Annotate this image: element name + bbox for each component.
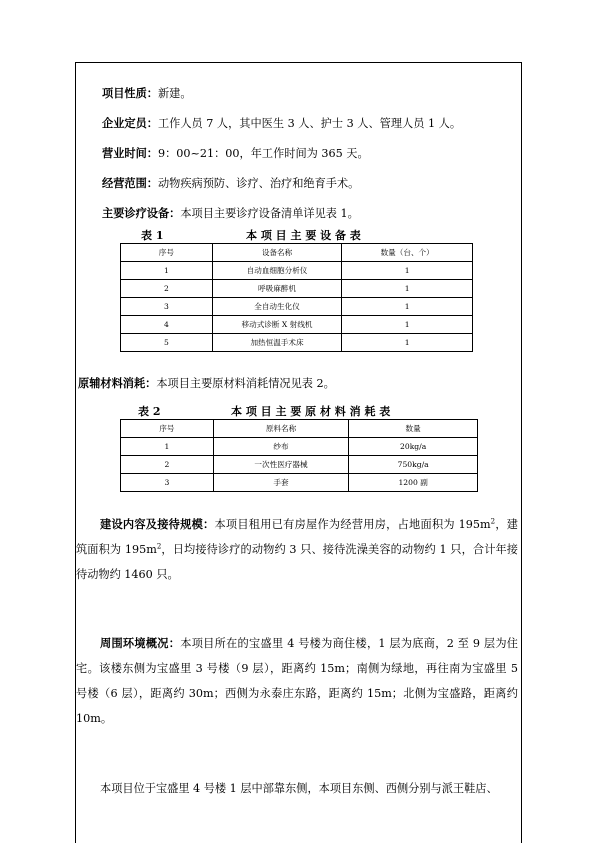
table-cell: 3 <box>121 474 214 492</box>
superscript: 2 <box>156 542 162 551</box>
table-header: 设备名称 <box>212 244 342 262</box>
page-frame <box>75 62 522 843</box>
table-header-row <box>121 420 478 438</box>
superscript: 2 <box>490 517 496 526</box>
construction-text-c: ，日均接待诊疗的动物约 3 只、接待洗澡美容的动物约 1 只，合计年接待动物约 1460 只。 <box>76 543 518 581</box>
equipment-table <box>120 243 473 352</box>
table-cell: 一次性医疗器械 <box>213 456 349 474</box>
project-nature-line <box>102 86 547 101</box>
construction-label: 建设内容及接待规模： <box>100 517 215 531</box>
staffing-text: 工作人员 7 人，其中医生 3 人、护士 3 人、管理人员 1 人。 <box>157 117 462 130</box>
business-hours-label: 营业时间： <box>102 146 158 160</box>
table-header: 数量（台、个） <box>342 244 473 262</box>
table-header: 序号 <box>121 244 213 262</box>
environment-text: 本项目所在的宝盛里 4 号楼为商住楼，1 层为底商，2 至 9 层为住宅。该楼东侧为宝盛里 3 号楼（9 层），距离约 15m；南侧为绿地，再往南为宝盛里 5 号楼（6 层），距离约 30m；西侧为永泰庄东路，距离约 15m；北侧为宝盛路，距离约 10m。 <box>76 637 518 725</box>
table-cell: 1 <box>121 262 213 280</box>
construction-text-b: ，建筑面积为 195m <box>76 518 518 556</box>
table-cell: 加热恒温手术床 <box>212 334 342 352</box>
table-cell: 2 <box>121 280 213 298</box>
table-row <box>121 298 473 316</box>
table-cell: 1200 副 <box>349 474 478 492</box>
table-cell: 1 <box>342 316 473 334</box>
table-cell: 全自动生化仪 <box>212 298 342 316</box>
location-paragraph <box>76 776 518 801</box>
table1-number: 表 1 <box>141 229 164 242</box>
table-cell: 手套 <box>213 474 349 492</box>
table-cell: 自动血细胞分析仪 <box>212 262 342 280</box>
project-nature-text: 新建。 <box>157 87 192 100</box>
business-hours-line <box>102 146 547 161</box>
table-cell: 1 <box>342 262 473 280</box>
materials-line <box>78 376 523 391</box>
table-row <box>121 438 478 456</box>
table2-title: 本 项 目 主 要 原 材 料 消 耗 表 <box>231 405 391 418</box>
business-hours-text: 9：00~21：00，年工作时间为 365 天。 <box>157 147 369 160</box>
table-cell: 750kg/a <box>349 456 478 474</box>
table-cell: 2 <box>121 456 214 474</box>
table-cell: 5 <box>121 334 213 352</box>
staffing-label: 企业定员： <box>102 116 158 130</box>
materials-text: 本项目主要原材料消耗情况见表 2。 <box>156 377 335 390</box>
environment-label: 周围环境概况： <box>100 636 181 650</box>
environment-paragraph <box>76 631 518 731</box>
table-header: 原料名称 <box>213 420 349 438</box>
location-text: 本项目位于宝盛里 4 号楼 1 层中部靠东侧，本项目东侧、西侧分别与派王鞋店、 <box>100 782 498 795</box>
table-header-row <box>121 244 473 262</box>
business-scope-line <box>102 176 547 191</box>
table-cell: 20kg/a <box>349 438 478 456</box>
table-cell: 1 <box>342 298 473 316</box>
table-row <box>121 474 478 492</box>
materials-label: 原辅材料消耗： <box>78 376 157 390</box>
table-header: 序号 <box>121 420 214 438</box>
table-cell: 1 <box>342 334 473 352</box>
table-cell: 移动式诊断 X 射线机 <box>212 316 342 334</box>
table-row <box>121 334 473 352</box>
staffing-line <box>102 116 547 131</box>
table-cell: 1 <box>342 280 473 298</box>
table-header: 数量 <box>349 420 478 438</box>
table-row <box>121 456 478 474</box>
table-cell: 3 <box>121 298 213 316</box>
materials-table <box>120 419 478 492</box>
equipment-text: 本项目主要诊疗设备清单详见表 1。 <box>180 207 359 220</box>
project-nature-label: 项目性质： <box>102 86 158 100</box>
table-row <box>121 316 473 334</box>
table-row <box>121 280 473 298</box>
business-scope-label: 经营范围： <box>102 176 158 190</box>
table-cell: 呼吸麻醉机 <box>212 280 342 298</box>
table-row <box>121 262 473 280</box>
table-cell: 1 <box>121 438 214 456</box>
construction-paragraph <box>76 512 518 587</box>
business-scope-text: 动物疾病预防、诊疗、治疗和绝育手术。 <box>157 177 360 190</box>
table1-title: 本 项 目 主 要 设 备 表 <box>246 229 361 242</box>
construction-text-a: 本项目租用已有房屋作为经营用房，占地面积为 195m <box>214 518 491 531</box>
table2-number: 表 2 <box>138 405 161 418</box>
table-cell: 纱布 <box>213 438 349 456</box>
equipment-label: 主要诊疗设备： <box>102 206 181 220</box>
equipment-line <box>102 206 547 221</box>
table-cell: 4 <box>121 316 213 334</box>
